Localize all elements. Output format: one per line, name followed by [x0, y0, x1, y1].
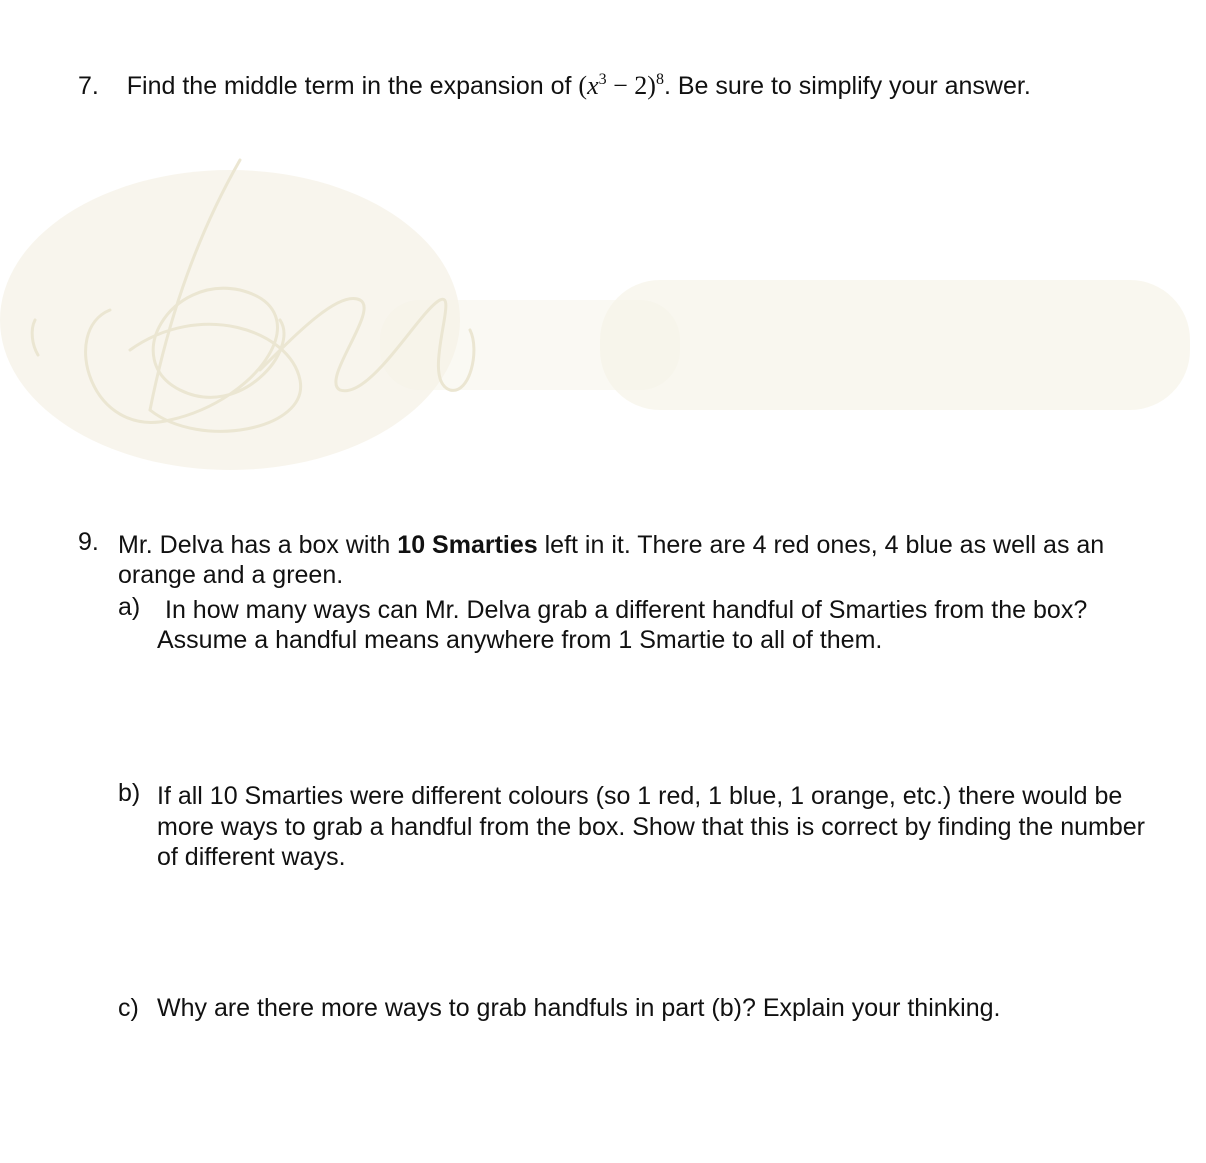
question-7-expression: $(x^3 - 2)^8$	[578, 71, 664, 100]
part-a-line2: Assume a handful means anywhere from 1 Smartie to all of them.	[157, 626, 883, 654]
erased-scribble	[0, 150, 1206, 490]
smarties-count: 10 Smarties	[397, 531, 538, 559]
question-9-intro-line2: orange and a green.	[118, 561, 344, 589]
part-c-label: c)	[118, 994, 139, 1022]
part-a-label: a)	[118, 593, 141, 621]
question-7-instruction: . Be sure to simplify your answer.	[663, 72, 1031, 100]
part-b-line2: more ways to grab a handful from the box. Show that this is correct by finding the number	[157, 813, 1146, 841]
question-7-text: Find the middle term in the expansion of	[126, 72, 572, 100]
part-b-line3: of different ways.	[157, 843, 346, 871]
part-b-line1: If all 10 Smarties were different colours (so 1 red, 1 blue, 1 orange, etc.) there would be	[157, 782, 1123, 810]
question-7	[78, 70, 1031, 102]
part-c-text: Why are there more ways to grab handfuls in part (b)? Explain your thinking.	[157, 994, 1001, 1022]
part-a-line1: In how many ways can Mr. Delva grab a different handful of Smarties from the box?	[165, 596, 1088, 624]
part-b-label: b)	[118, 779, 141, 807]
question-9-number: 9.	[78, 528, 99, 556]
question-9-intro-line1: Mr. Delva has a box with 10 Smarties left in it. There are 4 red ones, 4 blue as well as an	[118, 531, 1105, 559]
question-7-number: 7.	[78, 72, 99, 100]
